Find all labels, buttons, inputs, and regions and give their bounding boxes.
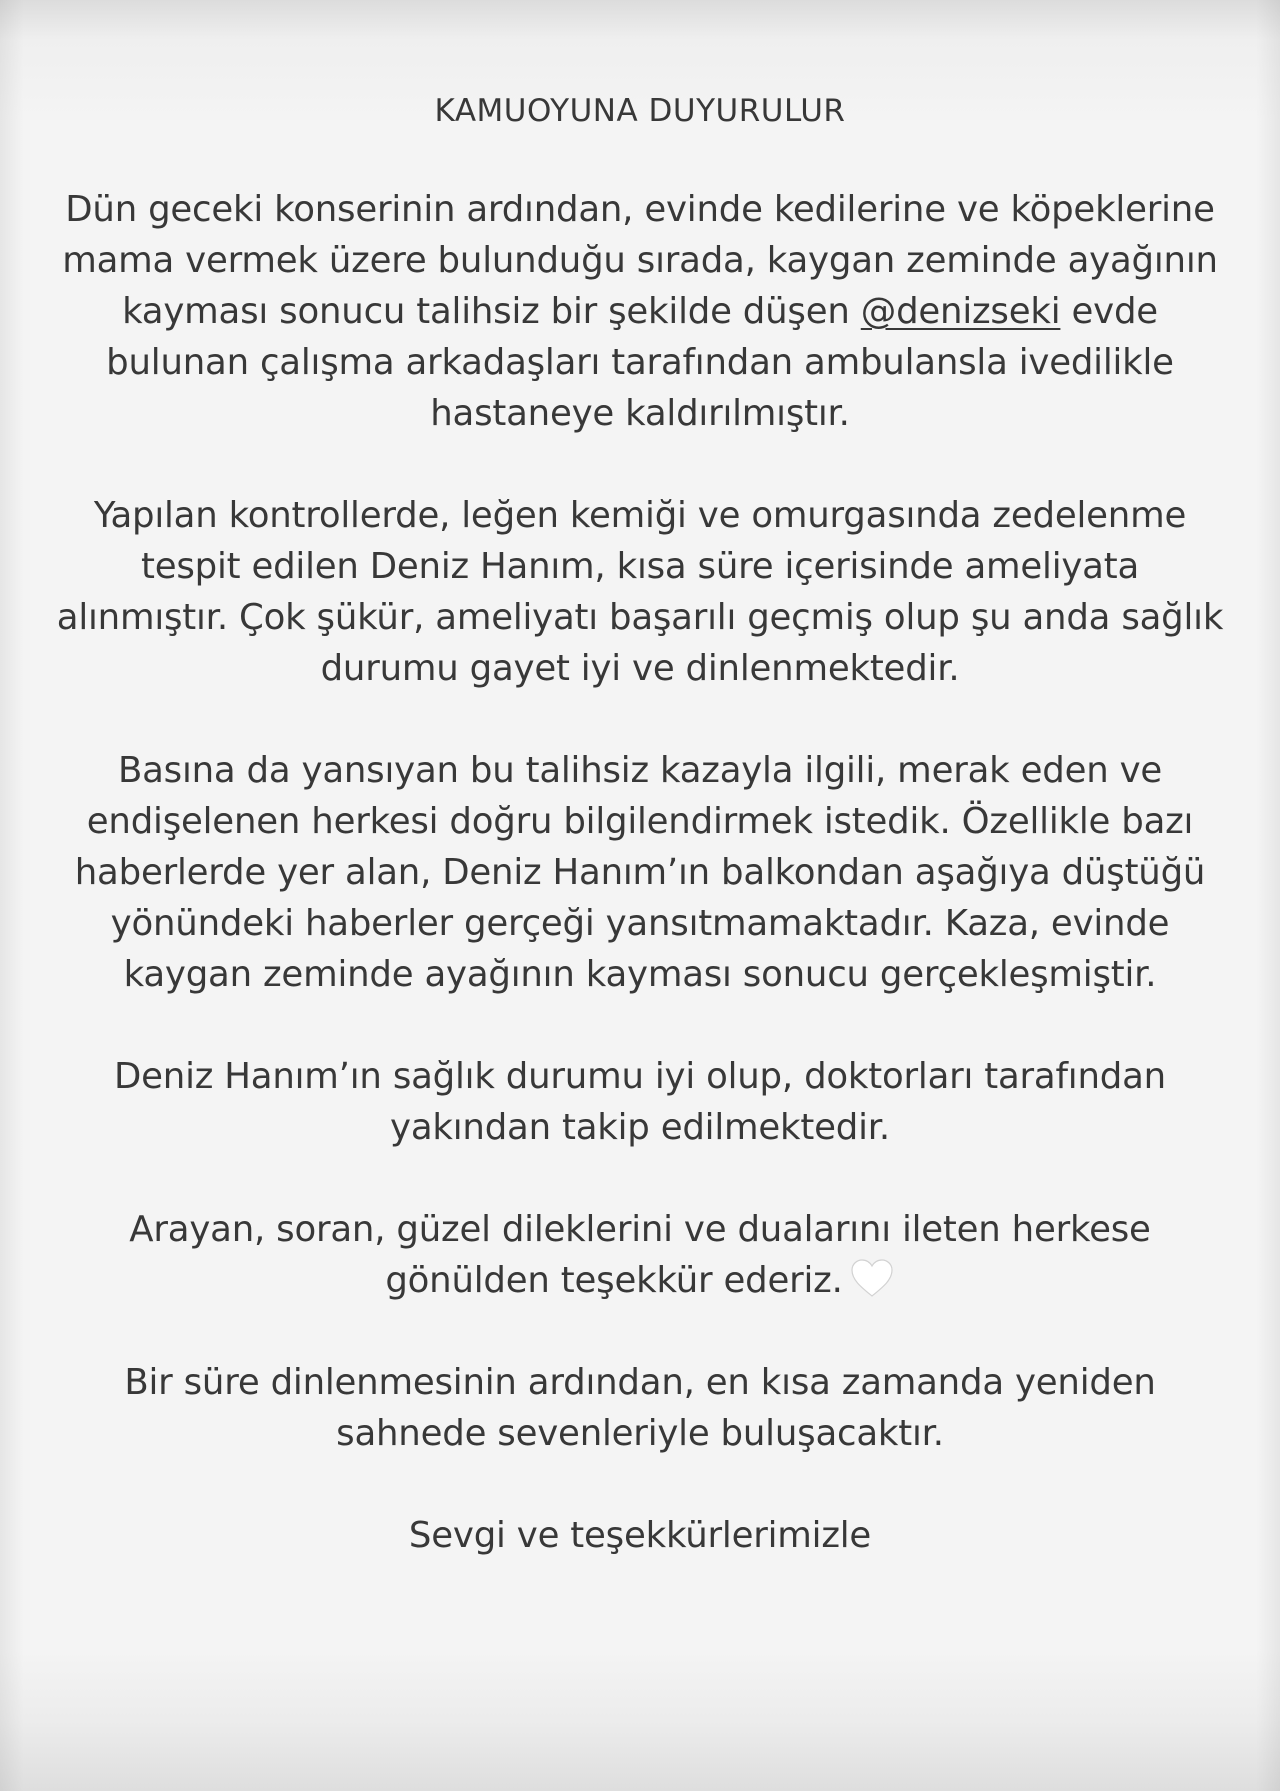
paragraph-thanks [50, 1204, 1230, 1306]
mention-link[interactable]: @denizseki [860, 291, 1061, 332]
paragraph-return: Bir süre dinlenmesinin ardından, en kısa zamanda yeniden sahnede sevenleriyle buluşacaktır. [124, 1362, 1156, 1454]
paragraph-surgery: Yapılan kontrollerde, leğen kemiği ve omurgasında zedelenme tespit edilen Deniz Hanım, kısa süre içerisinde ameliyata alınmıştır. Çok şükür, ameliyatı başarılı geçmiş olup şu anda sağlık durumu gayet iyi ve dinlenmektedir. [56, 495, 1224, 689]
signoff: Sevgi ve teşekkürlerimizle [408, 1515, 872, 1556]
announcement-title: KAMUOYUNA DUYURULUR [434, 93, 846, 129]
announcement-text [50, 88, 1230, 1561]
paragraph-correction: Basına da yansıyan bu talihsiz kazayla ilgili, merak eden ve endişelenen herkesi doğru bilgilendirmek istedik. Özellikle bazı haberlerde yer alan, Deniz Hanım’ın balkondan aşağıya düştüğü yönündeki haberler gerçeği yansıtmamaktadır. Kaza, evinde kaygan zeminde ayağının kayması sonucu gerçekleşmiştir. [74, 750, 1206, 995]
paragraph-incident-end: evde bulunan çalışma arkadaşları tarafından ambulansla ivedilikle hastaneye kaldırılmıştır. [106, 291, 1174, 434]
paragraph-health-status: Deniz Hanım’ın sağlık durumu iyi olup, doktorları tarafından yakından takip edilmektedir. [114, 1056, 1166, 1148]
paragraph-incident-start: Dün geceki konserinin ardından, evinde kedilerine ve köpeklerine mama vermek üzere bulunduğu sırada, kaygan zeminde ayağının kayması sonucu talihsiz bir şekilde düşen [62, 189, 1218, 332]
paragraph-incident [50, 184, 1230, 439]
white-heart-icon [849, 1256, 895, 1302]
paragraph-thanks-text: Arayan, soran, güzel dileklerini ve dualarını ileten herkese gönülden teşekkür ederiz. [129, 1209, 1151, 1301]
